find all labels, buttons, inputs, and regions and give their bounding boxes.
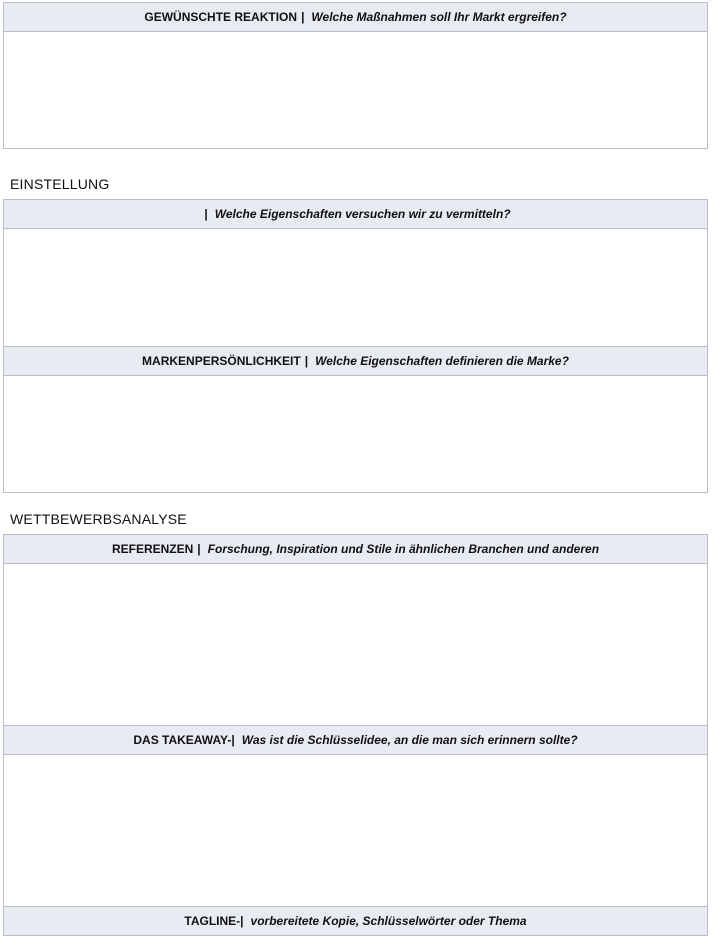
takeaway-header xyxy=(4,726,707,755)
block-question: Was ist die Schlüsselidee, an die man sich erinnern sollte? xyxy=(241,733,578,747)
block-question: Forschung, Inspiration und Stile in ähnlichen Branchen und anderen xyxy=(207,542,600,556)
block-label: DAS TAKEAWAY- xyxy=(133,733,232,747)
desired-response-header xyxy=(4,3,707,32)
block-question: Welche Eigenschaften definieren die Marke? xyxy=(315,354,569,368)
competitive-analysis-box xyxy=(3,534,708,936)
references-header xyxy=(4,535,707,564)
attributes-header xyxy=(4,200,707,229)
attitude-box xyxy=(3,199,708,493)
block-label: MARKENPERSÖNLICHKEIT xyxy=(142,354,301,368)
block-label: REFERENZEN xyxy=(111,542,194,556)
block-separator: | xyxy=(240,914,244,928)
section-title-einstellung: EINSTELLUNG xyxy=(10,176,110,192)
block-separator: | xyxy=(304,354,309,368)
block-label: TAGLINE- xyxy=(184,914,241,928)
block-question: vorbereitete Kopie, Schlüsselwörter oder Thema xyxy=(250,914,527,928)
section-title-wettbewerbsanalyse: WETTBEWERBSANALYSE xyxy=(10,511,187,527)
block-separator: | xyxy=(301,10,305,24)
desired-response-box xyxy=(3,2,708,149)
brand-personality-header xyxy=(4,347,707,376)
block-separator: | xyxy=(231,733,235,747)
block-separator: | xyxy=(204,207,208,221)
block-separator: | xyxy=(197,542,201,556)
block-label: GEWÜNSCHTE REAKTION xyxy=(144,10,298,24)
block-question: Welche Maßnahmen soll Ihr Markt ergreifen? xyxy=(311,10,567,24)
tagline-header xyxy=(4,907,707,936)
block-question: Welche Eigenschaften versuchen wir zu vermitteln? xyxy=(214,207,511,221)
